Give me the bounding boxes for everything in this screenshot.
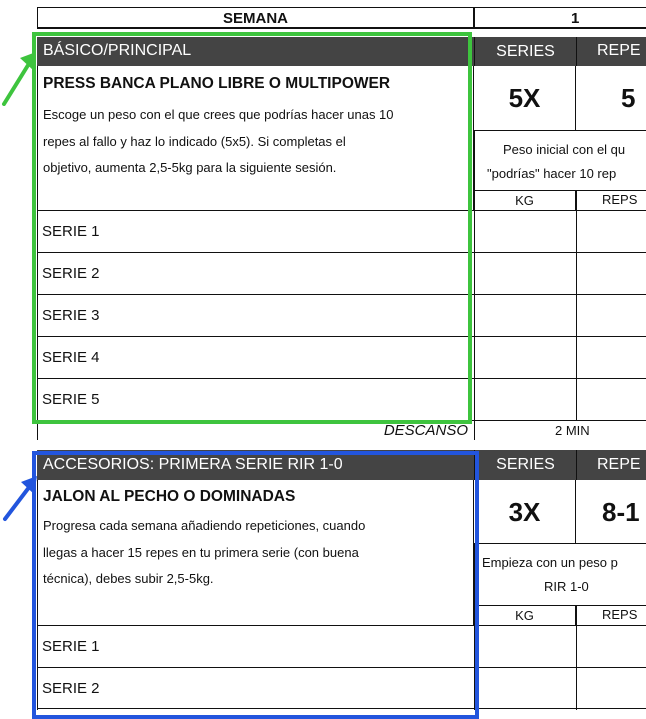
section2-note-line-2: RIR 1-0 — [544, 579, 589, 594]
week-label: SEMANA — [222, 10, 288, 27]
section2-description-line-2: llegas a hacer 15 repes en tu primera serie (con buena — [43, 545, 359, 560]
week-number: 1 — [571, 10, 580, 27]
section1-series-header — [474, 37, 576, 66]
section1-reps-label: REPS — [602, 192, 638, 207]
section1-note-line-2: "podrías" hacer 10 rep — [487, 166, 617, 181]
section1-description-line-1: Escoge un peso con el que crees que podrías hacer unas 10 — [43, 107, 394, 122]
section2-series-header — [474, 450, 576, 480]
serie-label: SERIE 5 — [42, 391, 100, 408]
section1-kg-label-cell — [474, 191, 576, 210]
section1-series-value-cell — [474, 66, 576, 131]
section2-note-cell — [474, 544, 646, 606]
green-highlight-box — [32, 32, 472, 424]
serie-label: SERIE 1 — [42, 223, 100, 240]
section2-series-header-label: SERIES — [496, 456, 555, 473]
serie-label: SERIE 2 — [42, 265, 100, 282]
serie-label: SERIE 3 — [42, 307, 100, 324]
section1-exercise-name: PRESS BANCA PLANO LIBRE O MULTIPOWER — [43, 75, 391, 92]
section1-vline-right — [576, 191, 577, 420]
section2-kg-label-cell — [474, 606, 576, 625]
section2-vline-right — [576, 606, 577, 710]
section2-reps-value: 8-1 — [602, 497, 640, 527]
section2-reps-value-cell — [576, 480, 646, 544]
section1-reps-header-label: REPE — [597, 42, 641, 59]
section2-description-line-3: técnica), debes subir 2,5-5kg. — [43, 571, 214, 586]
serie-label: SERIE 4 — [42, 349, 100, 366]
section1-reps-value-cell — [576, 66, 646, 131]
section1-reps-header — [576, 37, 646, 66]
section1-note-line-1: Peso inicial con el qu — [503, 142, 626, 157]
section1-note-cell — [474, 131, 646, 191]
section2-series-value-cell — [474, 480, 576, 544]
green-arrow-icon — [0, 50, 40, 106]
section1-vline-mid — [474, 131, 475, 428]
section1-series-header-label: SERIES — [496, 43, 555, 60]
section2-note-line-1: Empieza con un peso p — [482, 555, 618, 570]
blue-arrow-icon — [2, 472, 42, 522]
section1-kg-label: KG — [515, 193, 534, 208]
section2-description-line-1: Progresa cada semana añadiendo repeticiones, cuando — [43, 518, 366, 533]
section1-description-line-2: repes al fallo y haz lo indicado (5x5). Si completas el — [43, 134, 346, 149]
serie-label: SERIE 2 — [42, 680, 100, 697]
section1-reps-label-cell — [576, 191, 646, 210]
week-number-cell — [474, 7, 646, 29]
serie-label: SERIE 1 — [42, 638, 100, 655]
section2-category: ACCESORIOS: PRIMERA SERIE RIR 1-0 — [43, 456, 343, 473]
section1-description-line-3: objetivo, aumenta 2,5-5kg para la siguiente sesión. — [43, 160, 337, 175]
section2-reps-label-cell — [576, 606, 646, 625]
rest-value: 2 MIN — [555, 423, 590, 438]
section2-reps-header — [576, 450, 646, 480]
section2-reps-label: REPS — [602, 607, 638, 622]
section2-exercise-name: JALON AL PECHO O DOMINADAS — [43, 488, 296, 505]
section1-reps-value: 5 — [621, 83, 636, 113]
section2-kg-label: KG — [515, 608, 534, 623]
section1-series-value: 5X — [508, 83, 541, 113]
blue-highlight-box — [32, 451, 479, 719]
section2-reps-header-label: REPE — [597, 456, 641, 473]
rest-value-cell — [474, 420, 646, 440]
week-label-cell — [37, 7, 474, 29]
section1-category: BÁSICO/PRINCIPAL — [43, 42, 192, 59]
section2-series-value: 3X — [508, 497, 541, 527]
rest-label: DESCANSO — [383, 422, 468, 439]
